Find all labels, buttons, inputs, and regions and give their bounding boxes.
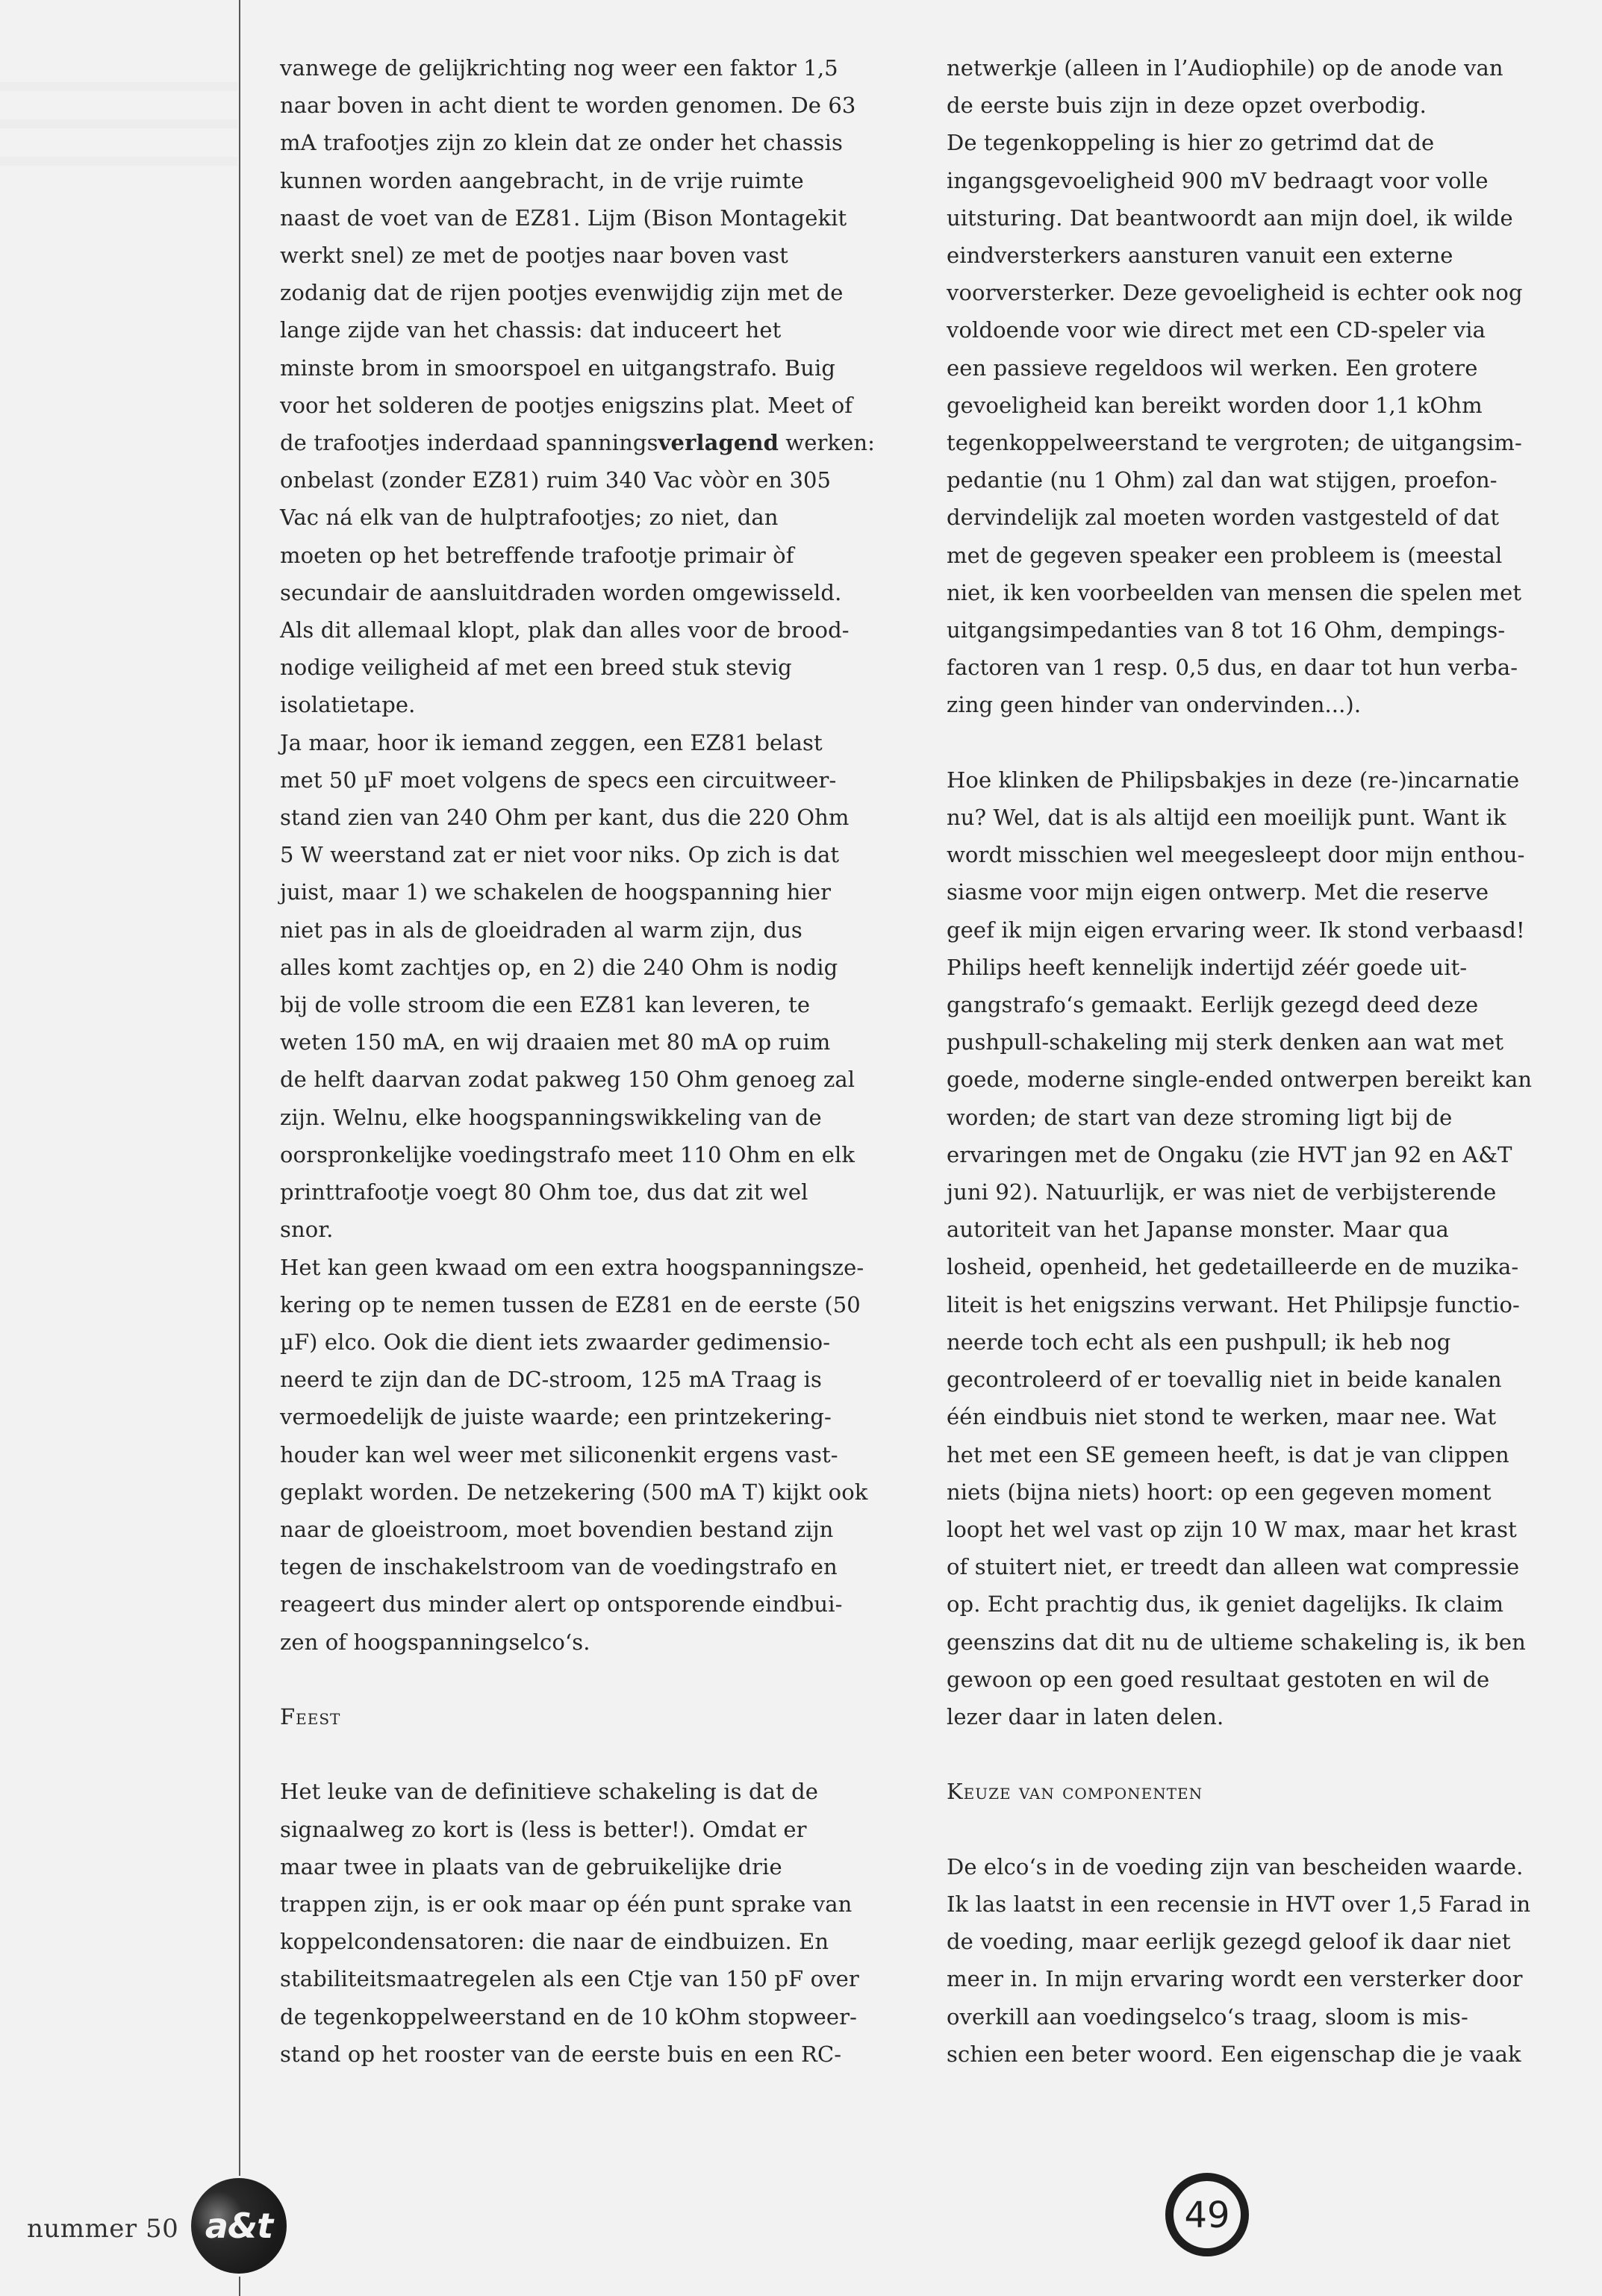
text-line: naar boven in acht dient te worden genomen. De 63 — [280, 93, 856, 119]
left-text-column — [280, 49, 914, 2073]
text-line: het met een SE gemeen heeft, is dat je van clippen — [947, 1441, 1509, 1467]
text-line: autoriteit van het Japanse monster. Maar qua — [947, 1217, 1449, 1243]
text-line: geenszins dat dit nu de ultieme schakeling is, ik ben — [947, 1629, 1526, 1655]
text-line: netwerkje (alleen in l’Audiophile) op de anode van — [947, 55, 1503, 81]
text-line: Philips heeft kennelijk indertijd zéér goede uit- — [947, 954, 1468, 980]
text-line: De elco‘s in de voeding zijn van bescheiden waarde. — [947, 1853, 1524, 1879]
text-line: overkill aan voedingselco‘s traag, sloom is mis- — [947, 2003, 1468, 2030]
text-line: voor het solderen de pootjes enigszins plat. Meet of — [280, 392, 853, 418]
text-line: maar twee in plaats van de gebruikelijke drie — [280, 1853, 782, 1879]
show-through-text — [0, 60, 237, 187]
text-line: de eerste buis zijn in deze opzet overbodig. — [947, 93, 1427, 119]
text-line: reageert dus minder alert op ontsporende eindbui- — [280, 1591, 843, 1618]
paragraph-spacer — [947, 1811, 1581, 1848]
text-line: Als dit allemaal klopt, plak dan alles voor de brood- — [280, 617, 850, 643]
text-line: Het leuke van de definitieve schakeling is dat de — [280, 1779, 819, 1805]
text-line: 5 W weerstand zat er niet voor niks. Op zich is dat — [280, 842, 840, 868]
text-line: printtrafootje voegt 80 Ohm toe, dus dat zit wel — [280, 1179, 808, 1205]
text-line: siasme voor mijn eigen ontwerp. Met die reserve — [947, 879, 1489, 905]
text-line: µF) elco. Ook die dient iets zwaarder gedimensio- — [280, 1329, 831, 1355]
text-line: niet pas in als de gloeidraden al warm zijn, dus — [280, 917, 802, 943]
vertical-rule — [239, 0, 240, 2176]
text-line: snor. — [280, 1217, 334, 1243]
text-line: pedantie (nu 1 Ohm) zal dan wat stijgen, proefon- — [947, 467, 1497, 493]
text-line: bij de volle stroom die een EZ81 kan leveren, te — [280, 992, 811, 1018]
text-line: stabiliteitsmaatregelen als een Ctje van 150 pF over — [280, 1966, 859, 1992]
text-line: de tegenkoppelweerstand en de 10 kOhm stopweer- — [280, 2003, 857, 2030]
paragraph-spacer — [947, 1735, 1581, 1773]
text-line: alles komt zachtjes op, en 2) die 240 Ohm is nodig — [280, 954, 838, 980]
text-line: naast de voet van de EZ81. Lijm (Bison Montagekit — [280, 205, 847, 231]
text-line: gevoeligheid kan bereikt worden door 1,1 kOhm — [947, 392, 1483, 418]
text-line: Ja maar, hoor ik iemand zeggen, een EZ81 belast — [280, 729, 823, 755]
text-line — [280, 424, 914, 461]
issue-number: nummer 50 — [27, 2214, 179, 2244]
text-line: uitgangsimpedanties van 8 tot 16 Ohm, dempings- — [947, 617, 1506, 643]
text-line: secundair de aansluitdraden worden omgewisseld. — [280, 579, 842, 605]
text-line: Vac ná elk van de hulptrafootjes; zo niet, dan — [280, 505, 779, 531]
paragraph-spacer — [280, 1735, 914, 1773]
vertical-rule-bottom — [239, 2277, 240, 2296]
magazine-logo — [191, 2178, 287, 2274]
text-line: naar de gloeistroom, moet bovendien bestand zijn — [280, 1516, 834, 1542]
text-line: uitsturing. Dat beantwoordt aan mijn doel, ik wilde — [947, 205, 1513, 231]
text-line: goede, moderne single-ended ontwerpen bereikt kan — [947, 1067, 1533, 1093]
text-line: gangstrafo‘s gemaakt. Eerlijk gezegd deed deze — [947, 992, 1479, 1018]
paragraph-spacer — [947, 724, 1581, 761]
section-heading: Feest — [280, 1703, 341, 1729]
text-line: worden; de start van deze stroming ligt bij de — [947, 1104, 1453, 1130]
paragraph-spacer — [280, 1661, 914, 1698]
text-line: isolatietape. — [280, 692, 416, 718]
text-line: Ik las laatst in een recensie in HVT over 1,5 Farad in — [947, 1891, 1531, 1917]
page-number-badge — [1165, 2173, 1249, 2256]
text-line: voorversterker. Deze gevoeligheid is echter ook nog — [947, 280, 1523, 306]
text-line: zodanig dat de rijen pootjes evenwijdig zijn met de — [280, 280, 844, 306]
text-line: factoren van 1 resp. 0,5 dus, en daar tot hun verba- — [947, 655, 1518, 681]
text-line: kering op te nemen tussen de EZ81 en de eerste (50 — [280, 1291, 861, 1317]
text-line: vermoedelijk de juiste waarde; een printzekering- — [280, 1404, 832, 1430]
text-line: ervaringen met de Ongaku (zie HVT jan 92 en A&T — [947, 1141, 1512, 1167]
page-number: 49 — [1184, 2194, 1230, 2236]
text-line: signaalweg zo kort is (less is better!). Omdat er — [280, 1816, 807, 1842]
text-line: de helft daarvan zodat pakweg 150 Ohm genoeg zal — [280, 1067, 855, 1093]
text-line: juni 92). Natuurlijk, er was niet de verbijsterende — [947, 1179, 1497, 1205]
text-line: kunnen worden aangebracht, in de vrije ruimte — [280, 167, 804, 193]
text-line: pushpull-schakeling mij sterk denken aan wat met — [947, 1029, 1504, 1055]
text-line: schien een beter woord. Een eigenschap die je vaak — [947, 2041, 1521, 2067]
text-line: met de gegeven speaker een probleem is (meestal — [947, 542, 1503, 568]
text-line: de voeding, maar eerlijk gezegd geloof ik daar niet — [947, 1929, 1511, 1955]
text-segment: werken: — [778, 430, 876, 456]
text-line: op. Echt prachtig dus, ik geniet dagelijks. Ik claim — [947, 1591, 1504, 1618]
text-line: wordt misschien wel meegesleept door mijn enthou- — [947, 842, 1525, 868]
text-line: of stuitert niet, er treedt dan alleen wat compressie — [947, 1554, 1520, 1580]
text-line: meer in. In mijn ervaring wordt een versterker door — [947, 1966, 1523, 1992]
text-line: vanwege de gelijkrichting nog weer een faktor 1,5 — [280, 55, 838, 81]
text-line: ingangsgevoeligheid 900 mV bedraagt voor volle — [947, 167, 1489, 193]
text-line: neerde toch echt als een pushpull; ik heb nog — [947, 1329, 1451, 1355]
text-line: mA trafootjes zijn zo klein dat ze onder het chassis — [280, 130, 843, 156]
text-line: oorspronkelijke voedingstrafo meet 110 Ohm en elk — [280, 1141, 855, 1167]
text-line: geplakt worden. De netzekering (500 mA T) kijkt ook — [280, 1479, 868, 1505]
text-line: juist, maar 1) we schakelen de hoogspanning hier — [280, 879, 832, 905]
text-line: loopt het wel vast op zijn 10 W max, maar het krast — [947, 1516, 1517, 1542]
logo-text: a&t — [205, 2206, 273, 2246]
text-line: dervindelijk zal moeten worden vastgesteld of dat — [947, 505, 1500, 531]
text-line: lezer daar in laten delen. — [947, 1703, 1224, 1729]
text-line: De tegenkoppeling is hier zo getrimd dat de — [947, 130, 1435, 156]
text-line: niets (bijna niets) hoort: op een gegeven moment — [947, 1479, 1492, 1505]
text-line: gewoon op een goed resultaat gestoten en wil de — [947, 1666, 1490, 1692]
text-line: een passieve regeldoos wil werken. Een grotere — [947, 355, 1478, 381]
text-line: eindversterkers aansturen vanuit een externe — [947, 243, 1453, 269]
text-line: zijn. Welnu, elke hoogspanningswikkeling van de — [280, 1104, 822, 1130]
text-line: houder kan wel weer met siliconenkit ergens vast- — [280, 1441, 838, 1467]
text-line: voldoende voor wie direct met een CD-speler via — [947, 317, 1486, 343]
text-line: werkt snel) ze met de pootjes naar boven vast — [280, 243, 788, 269]
text-line: lange zijde van het chassis: dat induceert het — [280, 317, 782, 343]
section-heading: Keuze van componenten — [947, 1779, 1203, 1805]
text-line: moeten op het betreffende trafootje primair òf — [280, 542, 794, 568]
right-text-column — [947, 49, 1581, 2073]
text-line: minste brom in smoorspoel en uitgangstrafo. Buig — [280, 355, 836, 381]
text-line: Hoe klinken de Philipsbakjes in deze (re-)incarnatie — [947, 767, 1520, 793]
text-line: stand op het rooster van de eerste buis en een RC- — [280, 2041, 842, 2067]
text-line: niet, ik ken voorbeelden van mensen die spelen met — [947, 579, 1522, 605]
text-line: losheid, openheid, het gedetailleerde en de muzika- — [947, 1254, 1519, 1280]
text-line: één eindbuis niet stond te werken, maar nee. Wat — [947, 1404, 1497, 1430]
text-segment: de trafootjes inderdaad spannings — [280, 430, 658, 456]
text-line: koppelcondensatoren: die naar de eindbuizen. En — [280, 1929, 829, 1955]
text-line: weten 150 mA, en wij draaien met 80 mA op ruim — [280, 1029, 831, 1055]
text-line: stand zien van 240 Ohm per kant, dus die 220 Ohm — [280, 805, 850, 831]
text-line: tegen de inschakelstroom van de voedingstrafo en — [280, 1554, 838, 1580]
text-line: zing geen hinder van ondervinden...). — [947, 692, 1362, 718]
text-line: liteit is het enigszins verwant. Het Philipsje functio- — [947, 1291, 1520, 1317]
text-line: trappen zijn, is er ook maar op één punt sprake van — [280, 1891, 853, 1917]
text-line: Het kan geen kwaad om een extra hoogspanningsze- — [280, 1254, 864, 1280]
text-line: nu? Wel, dat is als altijd een moeilijk punt. Want ik — [947, 805, 1506, 831]
text-line: tegenkoppelweerstand te vergroten; de uitgangsim- — [947, 430, 1522, 456]
text-line: met 50 µF moet volgens de specs een circuitweer- — [280, 767, 837, 793]
text-line: neerd te zijn dan de DC-stroom, 125 mA Traag is — [280, 1367, 822, 1393]
text-line: onbelast (zonder EZ81) ruim 340 Vac vòòr en 305 — [280, 467, 832, 493]
text-line: geef ik mijn eigen ervaring weer. Ik stond verbaasd! — [947, 917, 1525, 943]
text-line: nodige veiligheid af met een breed stuk stevig — [280, 655, 792, 681]
bold-emphasis: verlagend — [658, 430, 779, 456]
text-line: zen of hoogspanningselco‘s. — [280, 1629, 590, 1655]
text-line: gecontroleerd of er toevallig niet in beide kanalen — [947, 1367, 1502, 1393]
